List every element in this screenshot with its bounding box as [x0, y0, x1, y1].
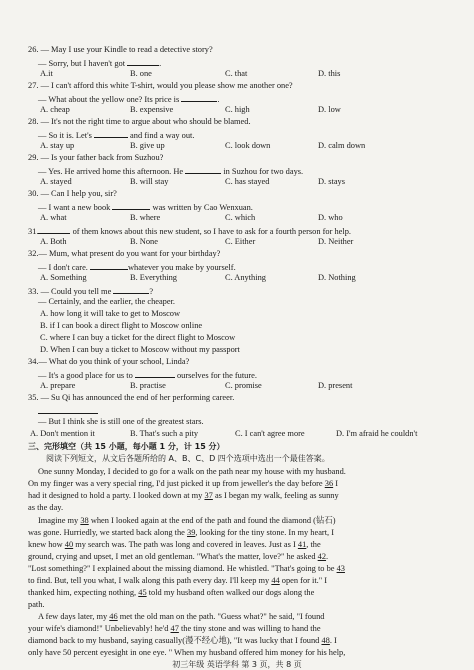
blank-number: 42: [317, 552, 327, 561]
q34-reply: — It's a good place for us to ourselves for the future.: [0, 368, 474, 380]
option-c: C. that: [225, 69, 248, 78]
answer-blank: [185, 164, 221, 174]
q27-reply: — What about the yellow one? Its price is .: [0, 92, 474, 104]
option-d: D. I'm afraid he couldn't: [336, 429, 418, 438]
passage-line: ground, crying and upset, I met an old gentleman. "What's the matter, love?" he asked 42.: [28, 552, 329, 561]
answer-blank: [38, 224, 70, 234]
answer-blank: [94, 128, 128, 138]
option-b: B. will stay: [130, 177, 169, 186]
q33-option-c: C. where I can buy a ticket for the direct flight to Moscow: [40, 333, 236, 342]
q29-reply: — Yes. He arrived home this afternoon. He in Suzhou for two days.: [0, 164, 474, 176]
q30-question: 30. — Can I help you, sir?: [28, 189, 117, 198]
section-instructions: 阅读下列短文，从文后各题所给的 A、B、C、D 四个选项中选出一个最佳答案。: [46, 454, 330, 463]
passage-line: was gone. Hurriedly, we started back along the 39, looking for the tiny stone. In my heart, I: [28, 528, 335, 537]
passage-line: as the day.: [28, 503, 64, 512]
option-a: A. Both: [40, 237, 67, 246]
q33-reply: — Certainly, and the earlier, the cheaper.: [38, 297, 176, 306]
q30-options: [0, 212, 474, 224]
passage-line: One sunny Monday, I decided to go for a walk on the path near my house with my husband.: [38, 467, 346, 476]
blank-number: 43: [336, 564, 345, 573]
q28-question: 28. — It's not the right time to argue about who should be blamed.: [28, 117, 251, 126]
q34-question: 34.— What do you think of your school, Linda?: [28, 357, 190, 366]
blank-number: 36: [324, 479, 334, 488]
page-footer: 初三年级 英语学科 第 3 页，共 8 页: [172, 660, 302, 669]
answer-blank: [127, 56, 159, 66]
q32-options: [0, 272, 474, 284]
option-a: A. stay up: [40, 141, 75, 150]
blank-number: 46: [109, 612, 118, 621]
passage-line: your wife's diamond!" Unbelievably! he'd 47 the tiny stone and was willing to hand the: [28, 624, 321, 633]
blank-number: 40: [64, 540, 74, 549]
answer-blank: [112, 200, 150, 210]
option-c: C. promise: [225, 381, 262, 390]
q26-reply: — Sorry, but I haven't got .: [0, 56, 474, 68]
option-a: A. prepare: [40, 381, 76, 390]
option-d: D. who: [318, 213, 343, 222]
passage-line: On my finger was a very special ring, I'd just picked it up from jeweller's the day before 36 I: [28, 479, 339, 488]
q26-question: 26. — May I use your Kindle to read a detective story?: [28, 45, 213, 54]
passage-line: only have 50 percent eyesight in one eye. " When my husband offered him money for his help,: [28, 648, 346, 657]
option-b: B. That's such a pity: [130, 429, 199, 438]
option-a: A. what: [40, 213, 67, 222]
passage-line: A few days later, my 46 met the old man on the path. "Guess what?" he said, "I found: [38, 612, 325, 621]
option-d: D. Neither: [318, 237, 354, 246]
option-a: A. Something: [40, 273, 87, 282]
passage-line: thanked him, expecting nothing, 45 told my husband often walked our dogs along the: [28, 588, 315, 597]
passage-line: "Lost something?" I explained about the missing diamond. He whistled. "That's going to be 43: [28, 564, 345, 573]
option-d: D. stays: [318, 177, 345, 186]
passage-line: had it designed to hold a party. I looked down at my 37 as I began my walk, feeling as sunny: [28, 491, 339, 500]
q31-options: [0, 236, 474, 248]
blank-number: 37: [204, 491, 213, 500]
passage-line: diamond back to my husband, saying casually(漫不经心地), "It was lucky that I found 48. I: [28, 636, 337, 645]
answer-blank: [38, 404, 98, 414]
answer-blank: [181, 92, 217, 102]
option-d: D. calm down: [318, 141, 366, 150]
option-c: C. Either: [225, 237, 256, 246]
option-c: C. has stayed: [225, 177, 270, 186]
answer-blank: [113, 284, 149, 294]
q30-reply: — I want a new book was written by Cao Wenxuan.: [0, 200, 474, 212]
q33-option-b: B. if I can book a direct flight to Moscow online: [40, 321, 203, 330]
passage-line: Imagine my 38 when I looked again at the end of the path and found the diamond (钻石): [38, 516, 336, 525]
option-d: D. present: [318, 381, 353, 390]
option-c: C. look down: [225, 141, 271, 150]
option-c: C. high: [225, 105, 250, 114]
q31-question: 31. of them knows about this new student, so I have to ask for a fourth person for help.: [0, 224, 474, 236]
blank-number: 47: [170, 624, 179, 633]
option-b: B. where: [130, 213, 161, 222]
blank-number: 39: [187, 528, 196, 537]
blank-number: 45: [138, 588, 147, 597]
option-b: B. one: [130, 69, 152, 78]
q28-options: [0, 140, 474, 152]
q33-option-d: D. When I can buy a ticket to Moscow without my passport: [40, 345, 240, 354]
option-b: B. None: [130, 237, 158, 246]
blank-number: 41: [297, 540, 307, 549]
q35-reply: — But I think she is still one of the greatest stars.: [38, 417, 204, 426]
blank-number: 44: [271, 576, 280, 585]
q35-options: [0, 428, 474, 440]
q34-options: [0, 380, 474, 392]
passage-line: to find. But, tell you what, I walk along this path every day. I'll keep my 44 open for it." I: [28, 576, 328, 585]
section-title: 三、完形填空（共 15 小题，每小题 1 分，计 15 分）: [28, 442, 225, 451]
option-d: D. low: [318, 105, 341, 114]
q29-question: 29. — Is your father back from Suzhou?: [28, 153, 164, 162]
q26-options: [0, 68, 474, 80]
q35-question: 35. — Su Qi has announced the end of her performing career.: [28, 393, 235, 402]
option-a: A. cheap: [40, 105, 70, 114]
option-b: B. expensive: [130, 105, 174, 114]
option-b: B. Everything: [130, 273, 177, 282]
passage-line: path.: [28, 600, 45, 609]
blank-number: 48: [321, 636, 330, 645]
q27-options: [0, 104, 474, 116]
option-b: B. give up: [130, 141, 165, 150]
q33-option-a: A. how long it will take to get to Moscow: [40, 309, 181, 318]
q35-blank-line: [0, 404, 474, 416]
q28-reply: — So it is. Let's and find a way out.: [0, 128, 474, 140]
option-a: A.it: [40, 69, 53, 78]
option-a: A. stayed: [40, 177, 72, 186]
q32-question: 32.— Mum, what present do you want for your birthday?: [28, 249, 221, 258]
option-c: C. I can't agree more: [235, 429, 305, 438]
answer-blank: [90, 260, 128, 270]
blank-number: 38: [80, 516, 89, 525]
q29-options: [0, 176, 474, 188]
option-d: D. Nothing: [318, 273, 356, 282]
passage-line: knew how 40 my search was. The path was long and covered in leaves. Just as I 41, the: [28, 540, 321, 549]
option-c: C. Anything: [225, 273, 266, 282]
q33-question: 33. — Could you tell me ?: [0, 284, 474, 296]
option-b: B. practise: [130, 381, 166, 390]
option-a: A. Don't mention it: [30, 429, 95, 438]
answer-blank: [135, 368, 175, 378]
option-d: D. this: [318, 69, 341, 78]
option-c: C. which: [225, 213, 256, 222]
q32-reply: — I don't care. whatever you make by yourself.: [0, 260, 474, 272]
q27-question: 27. — I can't afford this white T-shirt, would you please show me another one?: [28, 81, 293, 90]
